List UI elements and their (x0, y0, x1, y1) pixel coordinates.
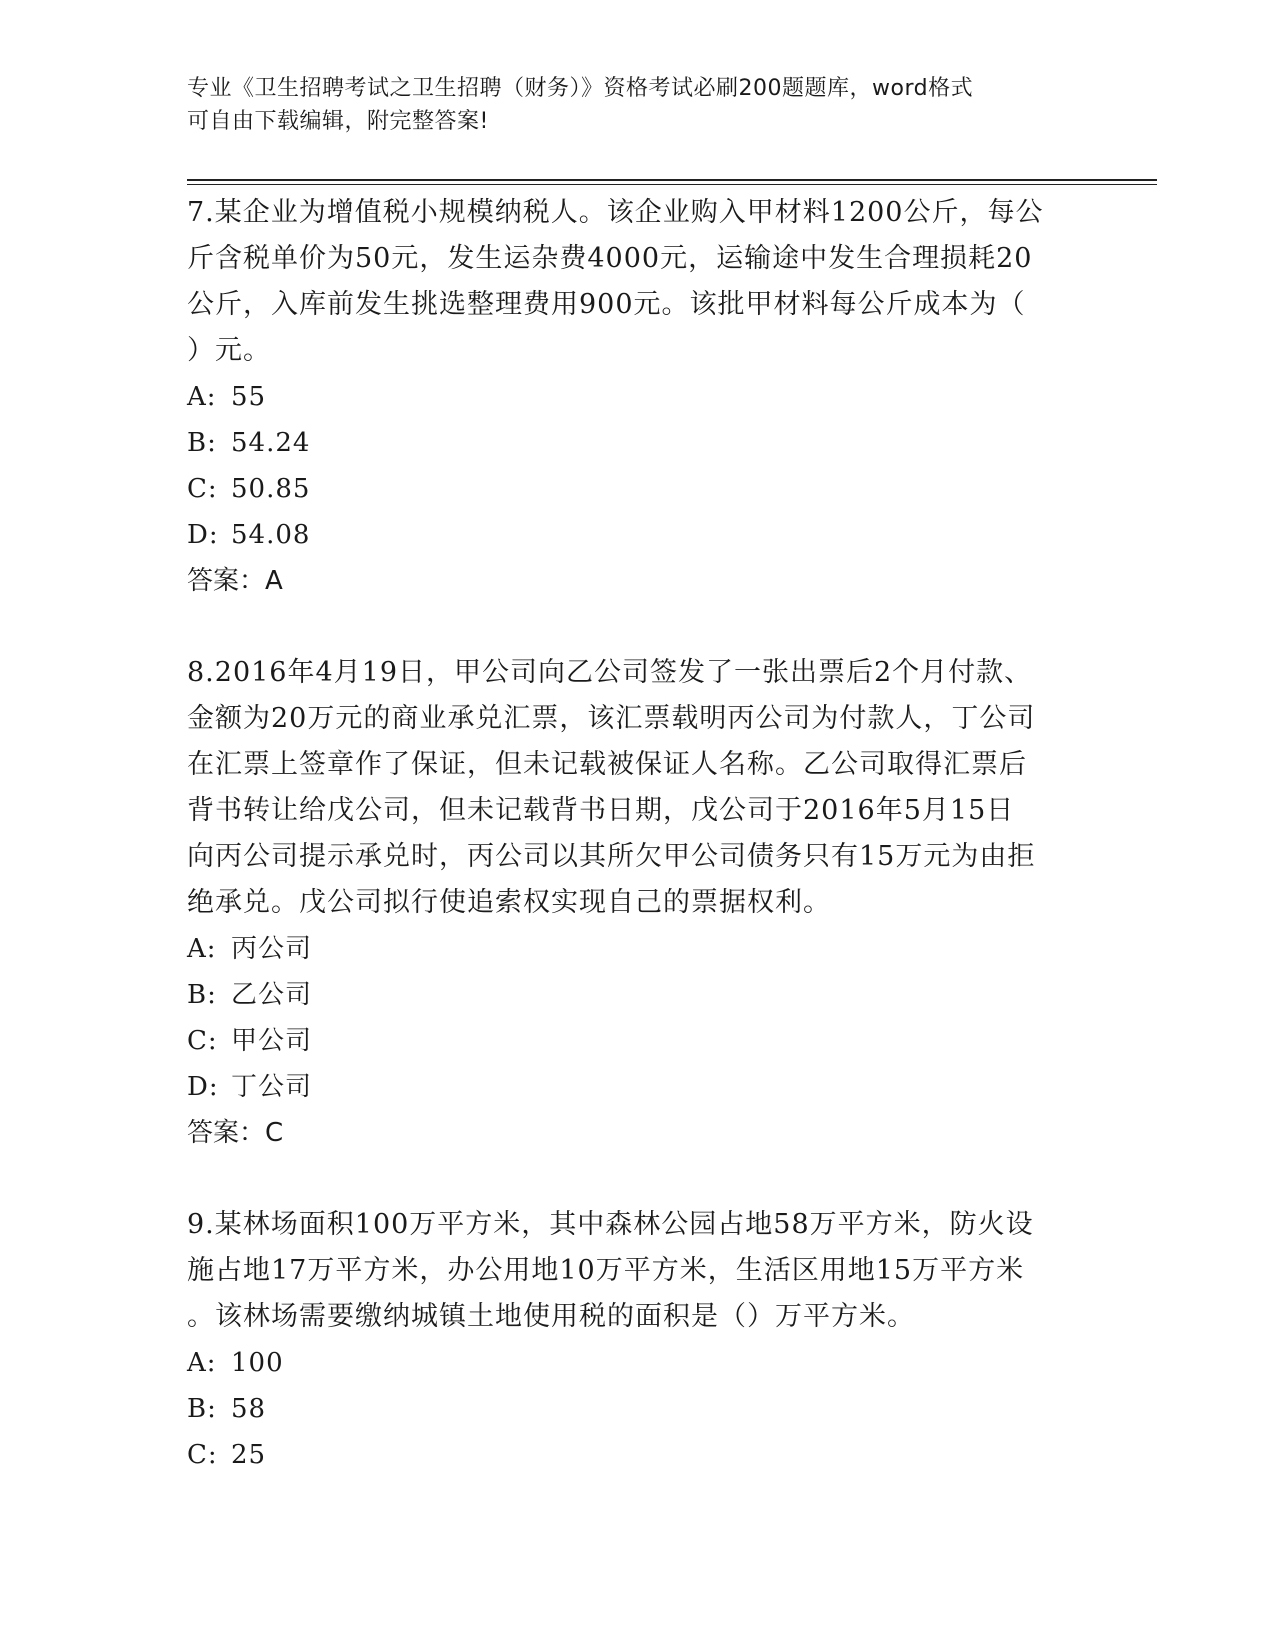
option-c (187, 1432, 1087, 1478)
option-text: 25 (231, 1440, 267, 1470)
document-header (187, 72, 1067, 138)
option-text: 丁公司 (231, 1072, 313, 1102)
option-text: 50.85 (231, 474, 311, 504)
option-text: 58 (231, 1394, 267, 1424)
question-stem-line: 公斤，入库前发生挑选整理费用900元。该批甲材料每公斤成本为（ (187, 289, 1026, 320)
option-key: C: (187, 1026, 218, 1056)
option-text: 丙公司 (231, 934, 313, 964)
question-8 (187, 650, 1087, 1156)
option-c (187, 1018, 1087, 1064)
header-line-1: 专业《卫生招聘考试之卫生招聘（财务）》资格考试必刷200题题库，word格式 (187, 76, 974, 101)
question-stem-line: 向丙公司提示承兑时，丙公司以其所欠甲公司债务只有15万元为由拒 (187, 841, 1036, 872)
option-d (187, 512, 1087, 558)
question-stem-line: 9.某林场面积100万平方米，其中森林公园占地58万平方米，防火设 (187, 1209, 1034, 1240)
option-key: D: (187, 520, 219, 550)
option-text: 100 (231, 1348, 284, 1378)
header-divider-thick (187, 179, 1157, 181)
option-text: 54.08 (231, 520, 311, 550)
question-spacer (187, 1156, 1087, 1202)
option-key: A: (187, 1348, 217, 1378)
question-stem-line: 8.2016年4月19日，甲公司向乙公司签发了一张出票后2个月付款、 (187, 657, 1033, 688)
question-stem-line: 施占地17万平方米，办公用地10万平方米，生活区用地15万平方米 (187, 1255, 1025, 1286)
option-b (187, 1386, 1087, 1432)
question-stem-line: 绝承兑。戊公司拟行使追索权实现自己的票据权利。 (187, 887, 831, 918)
option-key: B: (187, 980, 217, 1010)
question-spacer (187, 604, 1087, 650)
question-7 (187, 190, 1087, 604)
option-a (187, 1340, 1087, 1386)
option-b (187, 420, 1087, 466)
option-c (187, 466, 1087, 512)
answer-line: 答案：A (187, 566, 283, 596)
question-stem-line: ）元。 (187, 335, 271, 366)
header-line-2: 可自由下载编辑，附完整答案! (187, 109, 489, 134)
option-b (187, 972, 1087, 1018)
question-stem-line: 金额为20万元的商业承兑汇票，该汇票载明丙公司为付款人，丁公司 (187, 703, 1036, 734)
option-key: A: (187, 934, 217, 964)
option-key: B: (187, 428, 217, 458)
option-key: C: (187, 1440, 218, 1470)
question-stem-line: 。该林场需要缴纳城镇土地使用税的面积是（）万平方米。 (187, 1301, 915, 1332)
option-a (187, 374, 1087, 420)
option-text: 甲公司 (231, 1026, 313, 1056)
option-key: D: (187, 1072, 219, 1102)
answer-line: 答案：C (187, 1118, 284, 1148)
question-stem-line: 背书转让给戊公司，但未记载背书日期，戊公司于2016年5月15日 (187, 795, 1015, 826)
question-stem-line: 在汇票上签章作了保证，但未记载被保证人名称。乙公司取得汇票后 (187, 749, 1027, 780)
option-text: 54.24 (231, 428, 311, 458)
option-text: 55 (231, 382, 267, 412)
question-stem-line: 7.某企业为增值税小规模纳税人。该企业购入甲材料1200公斤，每公 (187, 197, 1044, 228)
option-key: B: (187, 1394, 217, 1424)
question-9 (187, 1202, 1087, 1478)
option-key: A: (187, 382, 217, 412)
header-divider-thin (187, 184, 1157, 185)
option-text: 乙公司 (231, 980, 313, 1010)
question-stem-line: 斤含税单价为50元，发生运杂费4000元，运输途中发生合理损耗20 (187, 243, 1033, 274)
question-list (187, 190, 1087, 1478)
option-d (187, 1064, 1087, 1110)
option-a (187, 926, 1087, 972)
option-key: C: (187, 474, 218, 504)
